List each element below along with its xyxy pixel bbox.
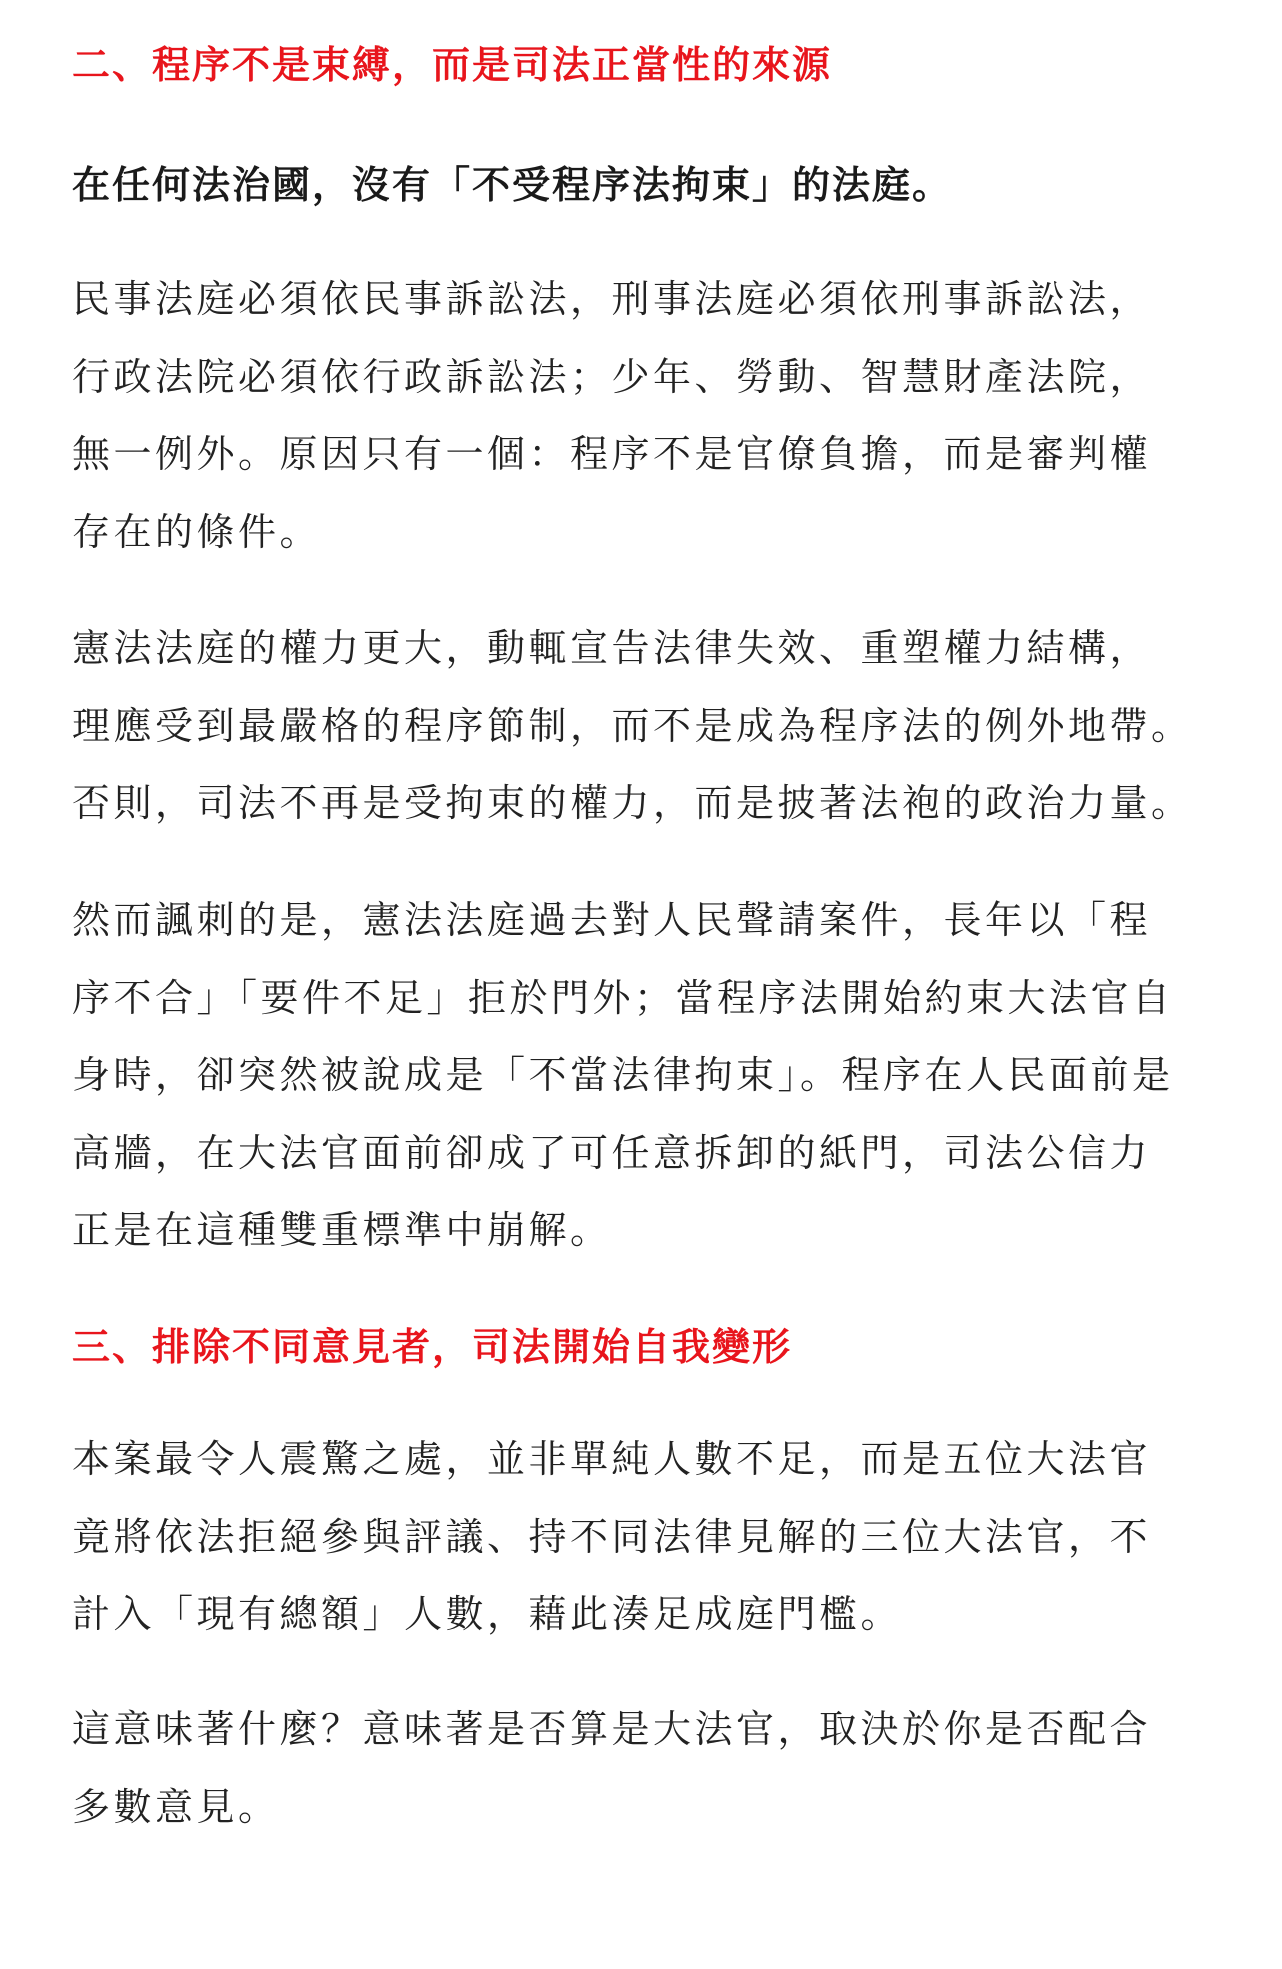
text-line: 身時，卻突然被說成是「不當法律拘束」。程序在人民面前是 [72,1053,1174,1097]
paragraph-meaning [72,1691,1242,1846]
paragraph-excluding-justices [72,1421,1242,1654]
text-line: 憲法法庭的權力更大，動輒宣告法律失效、重塑權力結構， [72,626,1152,670]
section-2-heading: 二、程序不是束縛，而是司法正當性的來源 [72,42,833,87]
text-line: 否則，司法不再是受拘束的權力，而是披著法袍的政治力量。 [72,781,1193,825]
text-line: 行政法院必須依行政訴訟法；少年、勞動、智慧財產法院， [72,354,1152,399]
text-line: 無一例外。原因只有一個：程序不是官僚負擔，而是審判權 [72,432,1152,476]
paragraph-double-standard [72,882,1242,1270]
text-line: 計入「現有總額」人數，藉此湊足成庭門檻。 [72,1592,903,1636]
paragraph-procedure-laws [72,261,1242,571]
text-line: 高牆，在大法官面前卻成了可任意拆卸的紙門，司法公信力 [72,1130,1152,1175]
text-line: 民事法庭必須依民事訴訟法，刑事法庭必須依刑事訴訟法， [72,277,1152,321]
text-line: 然而諷刺的是，憲法法庭過去對人民聲請案件，長年以「程 [72,898,1152,942]
text-line: 多數意見。 [72,1784,280,1829]
text-line: 存在的條件。 [72,509,322,554]
text-line: 序不合」「要件不足」拒於門外；當程序法開始約束大法官自 [72,975,1174,1020]
text-line: 正是在這種雙重標準中崩解。 [72,1208,612,1252]
text-line: 本案最令人震驚之處，並非單純人數不足，而是五位大法官 [72,1437,1152,1481]
paragraph-constitutional-court-power [72,610,1242,843]
text-line: 理應受到最嚴格的程序節制，而不是成為程序法的例外地帶。 [72,703,1193,748]
text-line: 竟將依法拒絕參與評議、持不同法律見解的三位大法官，不 [72,1514,1152,1559]
section-3-heading: 三、排除不同意見者，司法開始自我變形 [72,1324,793,1369]
text-line: 這意味著什麼？意味著是否算是大法官，取決於你是否配合 [72,1707,1152,1751]
lead-statement: 在任何法治國，沒有「不受程序法拘束」的法庭。 [72,162,953,207]
